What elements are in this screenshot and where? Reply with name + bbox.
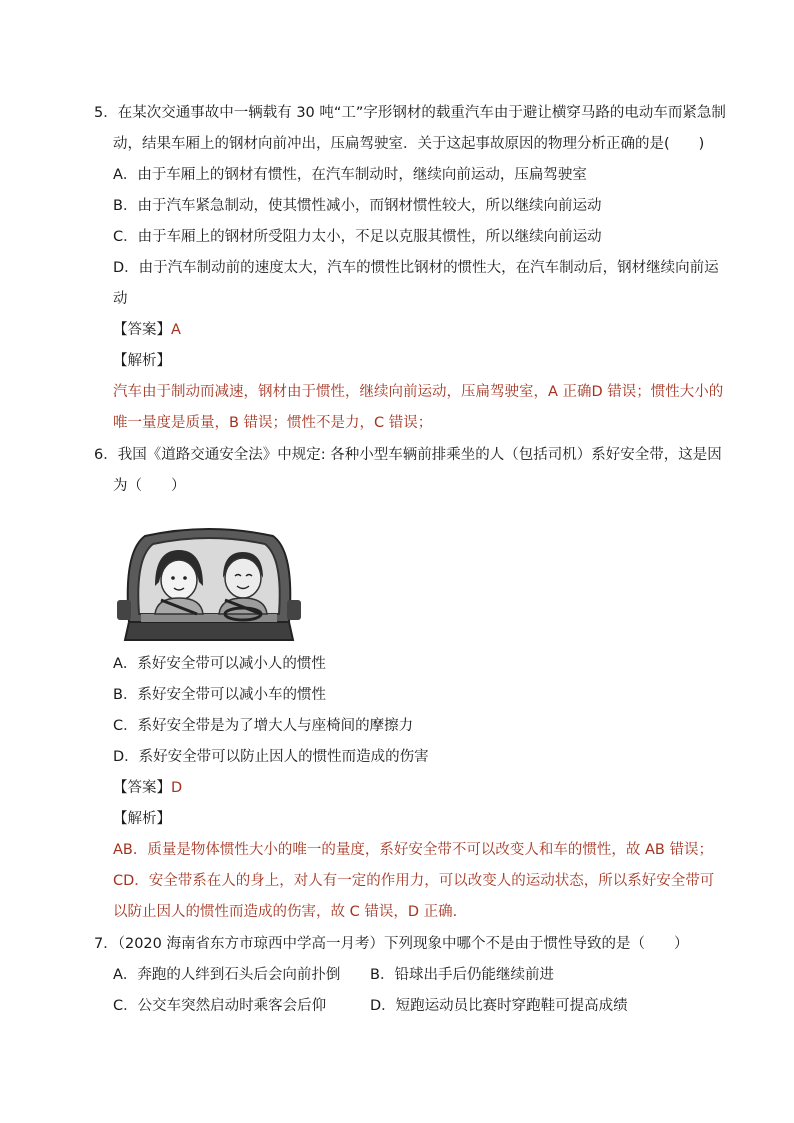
answer-value: D [171,780,183,796]
answer-label: 【答案】 [113,780,171,796]
q5-stem-line1: 5．在某次交通事故中一辆载有 30 吨“工”字形钢材的载重汽车由于避让横穿马路的电动车而紧急制 [94,105,726,121]
answer-label: 【答案】 [113,322,171,338]
q5-analysis-label: 【解析】 [113,353,171,369]
q6-analysis-line1: AB．质量是物体惯性大小的唯一的量度，系好安全带不可以改变人和车的惯性，故 AB 错误； [113,842,713,858]
q6-analysis-label: 【解析】 [113,811,171,827]
q6-option-d: D．系好安全带可以防止因人的惯性而造成的伤害 [113,749,429,765]
q6-option-a: A．系好安全带可以减小人的惯性 [113,656,326,672]
q5-option-d-cont: 动 [113,291,128,307]
man-face [225,558,261,598]
right-mirror-icon [287,600,301,620]
q5-stem-line2: 动，结果车厢上的钢材向前冲出，压扁驾驶室．关于这起事故原因的物理分析正确的是( ) [113,136,705,152]
q6-analysis-line3: 以防止因人的惯性而造成的伤害，故 C 错误，D 正确. [113,904,458,920]
left-mirror-icon [117,600,131,620]
q6-stem-line2: 为（ ） [113,478,186,494]
q6-option-b: B．系好安全带可以减小车的惯性 [113,687,326,703]
q5-option-d: D．由于汽车制动前的速度太大，汽车的惯性比钢材的惯性大，在汽车制动后，钢材继续向前运 [113,260,719,276]
q6-analysis-line2: CD．安全带系在人的身上，对人有一定的作用力，可以改变人的运动状态，所以系好安全带可 [113,873,715,889]
girl-face [161,560,197,600]
q5-analysis-line1: 汽车由于制动而减速，钢材由于惯性，继续向前运动，压扁驾驶室，A 正确D 错误；惯性大小的 [113,384,724,400]
seatbelt-car-illustration [115,522,303,646]
answer-value: A [171,322,181,338]
q5-option-b: B．由于汽车紧急制动，使其惯性减小，而钢材惯性较大，所以继续向前运动 [113,198,602,214]
q7-option-c: C．公交车突然启动时乘客会后仰 [113,998,327,1014]
q6-stem-line1: 6．我国《道路交通安全法》中规定: 各种小型车辆前排乘坐的人（包括司机）系好安全带，这是因 [94,447,722,463]
q5-option-a: A．由于车厢上的钢材有惯性，在汽车制动时，继续向前运动，压扁驾驶室 [113,167,587,183]
q5-option-c: C．由于车厢上的钢材所受阻力太小，不足以克服其惯性，所以继续向前运动 [113,229,602,245]
q7-option-a: A．奔跑的人绊到石头后会向前扑倒 [113,967,341,983]
q7-option-b: B．铅球出手后仍能继续前进 [370,967,554,983]
q5-analysis-line2: 唯一量度是质量，B 错误；惯性不是力，C 错误； [113,415,433,431]
q7-option-d: D．短跑运动员比赛时穿跑鞋可提高成绩 [370,998,628,1014]
q5-answer [113,320,181,340]
q6-answer [113,778,182,798]
q6-option-c: C．系好安全带是为了增大人与座椅间的摩擦力 [113,718,414,734]
q7-stem: 7．（2020 海南省东方市琼西中学高一月考）下列现象中哪个不是由于惯性导致的是（ ） [94,936,689,952]
